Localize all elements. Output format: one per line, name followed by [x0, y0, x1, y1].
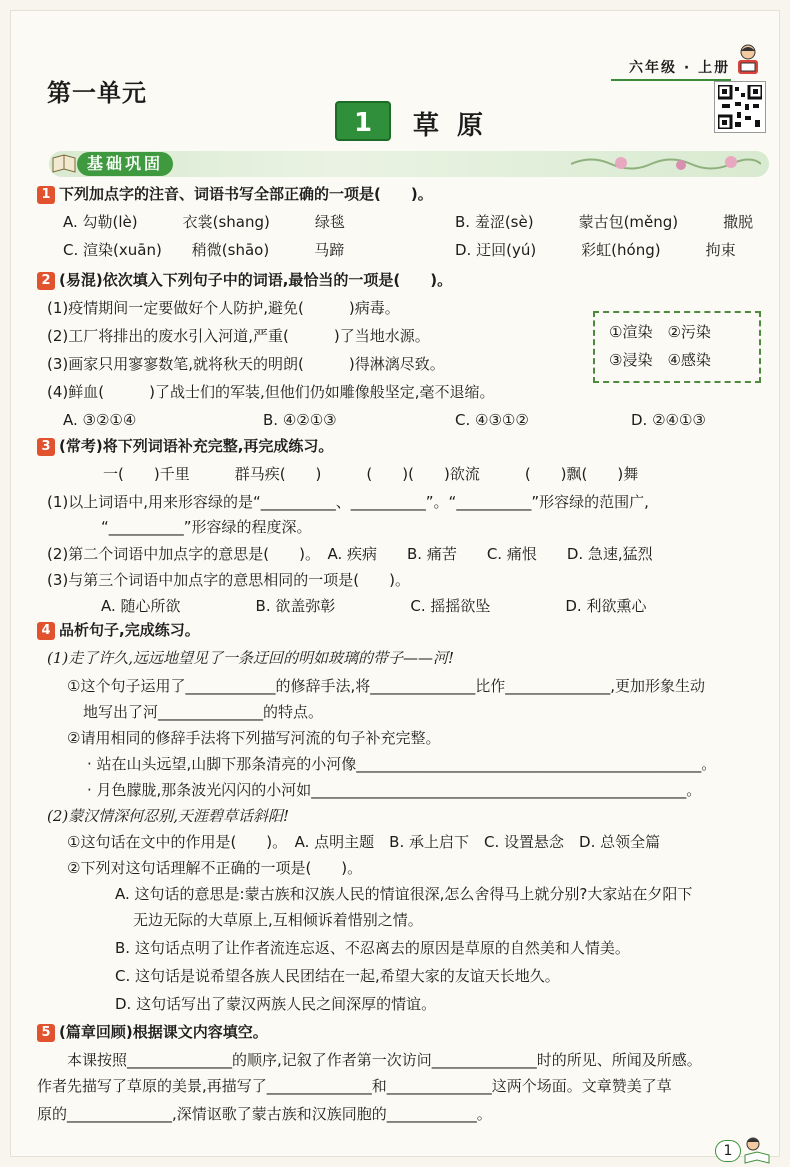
sub-question-3: (3)与第三个词语中加点字的意思相同的一项是( )。 — [47, 571, 410, 589]
sentence-4: (4)鲜血( )了战士们的军装,但他们仍如雕像般坚定,毫不退缩。 — [47, 383, 495, 401]
option-c: C. ④③①② — [455, 411, 529, 429]
unit-title: 第一单元 — [47, 79, 147, 107]
question-3: 3 (常考)将下列词语补充完整,再完成练习。 — [37, 435, 333, 457]
question-2: 2 (易混)依次填入下列句子中的词语,最恰当的一项是( )。 — [37, 269, 452, 291]
bullet-1: · 站在山头远望,山脚下那条清亮的小河像______________________________________________。 — [87, 755, 717, 773]
passage-line-3: 原的______________,深情讴歌了蒙古族和汉族同胞的____________。 — [37, 1105, 492, 1123]
page-number: 1 — [715, 1140, 741, 1162]
option-a: A. 这句话的意思是:蒙古族和汉族人民的情谊很深,怎么舍得马上就分别?大家站在夕阳下 — [115, 885, 693, 903]
option-a: A. 勾勒(lè) 衣裳(shang) 绿毯 — [63, 213, 345, 231]
sub-question-2: (2)第二个词语中加点字的意思是( )。 A. 疾病 B. 痛苦 C. 痛恨 D. 急速,猛烈 — [47, 545, 653, 563]
word-options-row-1: ①渲染 ②污染 — [609, 323, 711, 341]
qr-code-icon — [718, 85, 762, 129]
option-d: D. 这句话写出了蒙汉两族人民之间深厚的情谊。 — [115, 995, 437, 1013]
passage-line-1: 本课按照______________的顺序,记叙了作者第一次访问______________时的所见、所闻及所感。 — [67, 1051, 702, 1069]
kid-reading-icon — [741, 1135, 773, 1165]
flower-decoration-icon — [571, 153, 761, 175]
bullet-2: · 月色朦胧,那条波光闪闪的小河如__________________________________________________。 — [87, 781, 702, 799]
divider — [611, 79, 731, 81]
sub-question-1-cont: “__________”形容绿的程度深。 — [101, 518, 312, 536]
option-b: B. ④②①③ — [263, 411, 337, 429]
option-a-cont: 无边无际的大草原上,互相倾诉着惜别之情。 — [133, 911, 423, 929]
option-c: C. 这句话是说希望各族人民团结在一起,希望大家的友谊天长地久。 — [115, 967, 560, 985]
reading-kid-icon — [735, 43, 761, 77]
word-options-row-2: ③浸染 ④感染 — [609, 351, 711, 369]
question-number: 2 — [37, 272, 55, 290]
option-a: A. ③②①④ — [63, 411, 137, 429]
item-1-cont: 地写出了河______________的特点。 — [83, 703, 324, 721]
item-2: ②请用相同的修辞手法将下列描写河流的句子补充完整。 — [67, 729, 441, 747]
sub-question-1: (1)以上词语中,用来形容绿的是“__________、__________”。“__________”形容绿的范围广, — [47, 493, 649, 511]
question-number: 4 — [37, 622, 55, 640]
option-c: C. 渲染(xuān) 稍微(shāo) 马蹄 — [63, 241, 345, 259]
passage-line-2: 作者先描写了草原的美景,再描写了______________和______________这两个场面。文章赞美了草 — [37, 1077, 672, 1095]
options-row: A. 随心所欲 B. 欲盖弥彰 C. 摇摇欲坠 D. 利欲熏心 — [101, 597, 647, 615]
quoted-sentence: (2)蒙汉情深何忍别,天涯碧草话斜阳! — [47, 807, 290, 825]
item-1: ①这个句子运用了____________的修辞手法,将______________比作______________,更加形象生动 — [67, 677, 705, 695]
sentence-3: (3)画家只用寥寥数笔,就将秋天的明朗( )得淋漓尽致。 — [47, 355, 445, 373]
option-b: B. 这句话点明了让作者流连忘返、不忍离去的原因是草原的自然美和人情美。 — [115, 939, 630, 957]
book-icon — [51, 152, 77, 176]
question-1: 1 下列加点字的注音、词语书写全部正确的一项是( )。 — [37, 183, 433, 205]
option-d: D. 迂回(yú) 彩虹(hóng) 拘束 — [455, 241, 736, 259]
quoted-sentence: (1)走了许久,远远地望见了一条迂回的明如玻璃的带子——河! — [47, 649, 455, 667]
idiom-row: 一( )千里 群马疾( ) ( )( )欲流 ( )飘( )舞 — [103, 465, 639, 483]
section-label: 基础巩固 — [77, 152, 173, 176]
grade-label: 六年级 · 上册 — [629, 60, 731, 76]
question-number: 5 — [37, 1024, 55, 1042]
question-5: 5 (篇章回顾)根据课文内容填空。 — [37, 1021, 268, 1043]
option-b: B. 羞涩(sè) 蒙古包(měng) 撒脱 — [455, 213, 754, 231]
workbook-page — [10, 10, 780, 1157]
question-number: 3 — [37, 438, 55, 456]
qr-code[interactable] — [714, 81, 766, 133]
sentence-1: (1)疫情期间一定要做好个人防护,避免( )病毒。 — [47, 299, 400, 317]
question-number: 1 — [37, 186, 55, 204]
item-1: ①这句话在文中的作用是( )。 A. 点明主题 B. 承上启下 C. 设置悬念 D. 总领全篇 — [67, 833, 661, 851]
lesson-title: 草原 — [413, 111, 502, 141]
question-4: 4 品析句子,完成练习。 — [37, 619, 200, 641]
option-d: D. ②④①③ — [631, 411, 706, 429]
sentence-2: (2)工厂将排出的废水引入河道,严重( )了当地水源。 — [47, 327, 430, 345]
item-2: ②下列对这句话理解不正确的一项是( )。 — [67, 859, 363, 877]
lesson-number: 1 — [335, 101, 391, 141]
